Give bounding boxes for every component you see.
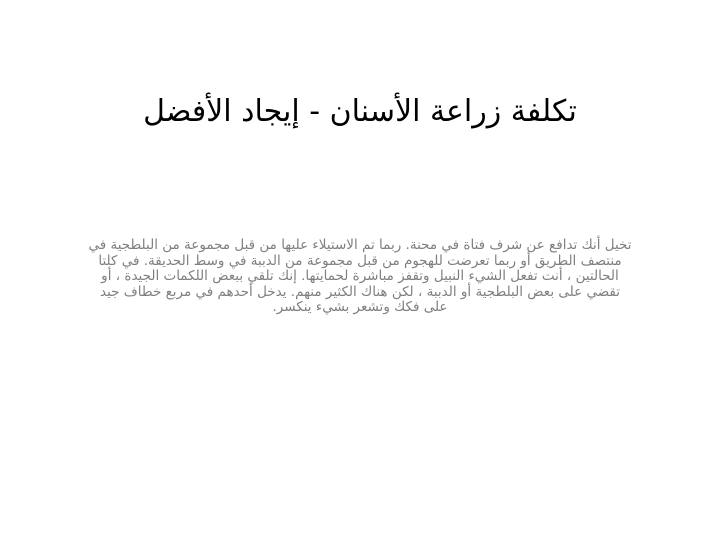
slide-body-text: تخيل أنك تدافع عن شرف فتاة في محنة. ربما تم الاستيلاء عليها من قبل مجموعة من البلطجية في منتصف الطريق أو ربما تعرضت للهجوم من قبل مجموعة من الدببة في وسط الحديقة. في كلتا الحالتين ، أنت تفعل الشيء النبيل وتقفز مباشرة لحمايتها. إنك تلقي ببعض اللكمات الجيدة ، أو تقضي على بعض البلطجية أو الدببة ، لكن هناك الكثير منهم. يدخل أحدهم في مربع خطاف جيد على فكك وتشعر بشيء ينكسر. [88, 237, 632, 315]
slide-title: تكلفة زراعة الأسنان - إيجاد الأفضل [143, 94, 577, 129]
